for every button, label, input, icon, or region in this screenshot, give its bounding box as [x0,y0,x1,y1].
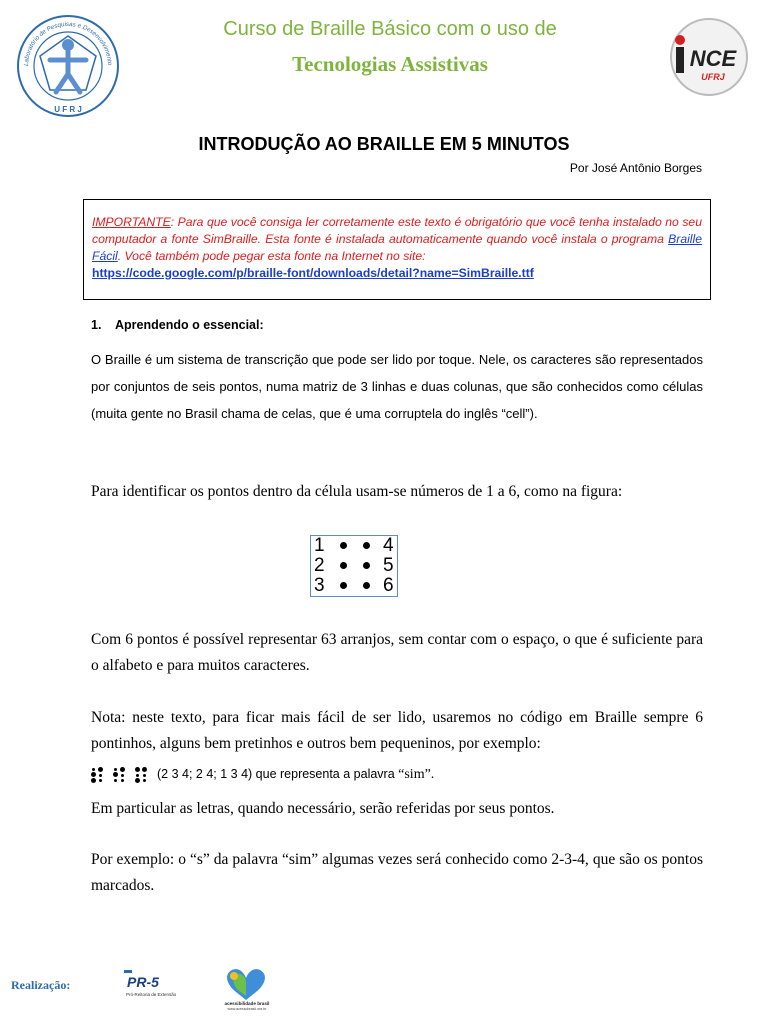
dot-number-5: 5 [383,555,394,576]
braille-example-end: . [430,767,435,782]
braille-cell-i [113,767,125,783]
braille-example-word: “sim” [398,767,431,782]
braille-dot [91,778,96,783]
braille-dot-small [99,774,102,777]
braille-dot [98,767,103,772]
braille-dot [340,582,347,589]
section-title: Aprendendo o essencial: [115,318,264,332]
acc-logo-url: www.acessobrasil.org.br [227,1007,267,1010]
pr5-logo-text: PR-5 [127,974,159,990]
braille-dot-small [143,774,146,777]
braille-dot [363,562,370,569]
braille-dot-small [121,779,124,782]
braille-dot [113,772,118,777]
braille-dot-small [99,779,102,782]
braille-dot-small [114,779,117,782]
acessibilidade-brasil-logo [216,964,278,1010]
identify-paragraph: Para identificar os pontos dentro da célula usam-se números de 1 a 6, como na figura: [91,483,623,500]
pr5-logo [124,970,182,1000]
arrangements-paragraph: Com 6 pontos é possível representar 63 arranjos, sem contar com o espaço, o que é suficiente para o alfabeto e para muitos caracteres. [91,631,703,674]
lab-logo [14,12,122,120]
nce-logo-text: NCE [689,46,737,71]
simbraille-url-link[interactable]: https://code.google.com/p/braille-font/downloads/detail?name=SimBraille.ttf [92,266,534,280]
braille-dot [135,767,140,772]
dot-number-6: 6 [383,575,394,596]
braille-cell-m [135,767,147,783]
braille-dot-small [136,774,139,777]
braille-example-caption [157,767,434,783]
braille-dot-small [121,774,124,777]
braille-cell-figure [310,535,398,597]
nce-logo-ufrj: UFRJ [701,72,725,82]
braille-dot [142,767,147,772]
braille-dot-small [143,779,146,782]
braille-dot [363,542,370,549]
braille-dot-small [114,768,117,771]
braille-dot [120,767,125,772]
braille-example-text: que representa a palavra [252,767,399,781]
intro-paragraph: O Braille é um sistema de transcrição que pode ser lido por toque. Nele, os caracteres são representados por conjuntos de seis pontos, numa matriz de 3 linhas e duas colunas, que são conhecidos como células (muita gente no Brasil chama de celas, que é uma corruptela do inglês “cell”). [91,352,703,421]
note-paragraph: Nota: neste texto, para ficar mais fácil de ser lido, usaremos no código em Braille sempre 6 pontinhos, alguns bem pretinhos e outros bem pequeninos, por exemplo: [91,709,703,752]
braille-dot [340,542,347,549]
acc-logo-name: acessibilidade brasil [224,1001,270,1006]
dot-number-1: 1 [314,535,325,556]
braille-cell-s [91,767,103,783]
letters-paragraph: Em particular as letras, quando necessário, serão referidas por seus pontos. [91,800,555,817]
braille-example-dots: (2 3 4; 2 4; 1 3 4) [157,767,253,781]
pr5-logo-sub: Pró-Reitoria de Extensão [126,992,177,997]
important-text-after: . Você também pode pegar esta fonte na Internet no site: [117,249,426,263]
braille-facil-link[interactable]: Braille Fácil [92,232,702,263]
header-course-subtitle: Tecnologias Assistivas [292,52,488,76]
section-number: 1. [91,318,102,332]
lab-logo-ufrj: U F R J [54,105,82,114]
braille-dot [91,772,96,777]
dot-number-4: 4 [383,535,394,556]
braille-dot-small [92,768,95,771]
document-author: Por José Antônio Borges [569,161,702,175]
nce-logo [668,16,750,98]
braille-dot [340,562,347,569]
important-text-before: : Para que você consiga ler corretamente este texto é obrigatório que você tenha instalado no seu computador a fonte SimBraille. Esta fonte é instalada automaticamente quando você instala o programa [92,215,702,246]
important-notice [83,199,711,300]
braille-dot [363,582,370,589]
dot-number-2: 2 [314,555,325,576]
section-heading [91,318,264,332]
lab-logo-text: Laboratório de Pesquisas e Desenvolvimento [22,20,114,67]
braille-dot [135,778,140,783]
example-paragraph: Por exemplo: o “s” da palavra “sim” algumas vezes será conhecido como 2-3-4, que são os pontos marcados. [91,851,703,894]
important-label: IMPORTANTE [92,215,171,229]
footer-label: Realização: [11,978,71,992]
document-title: INTRODUÇÃO AO BRAILLE EM 5 MINUTOS [198,134,570,154]
header-course-title: Curso de Braille Básico com o uso de [223,18,557,40]
dot-number-3: 3 [314,575,325,596]
